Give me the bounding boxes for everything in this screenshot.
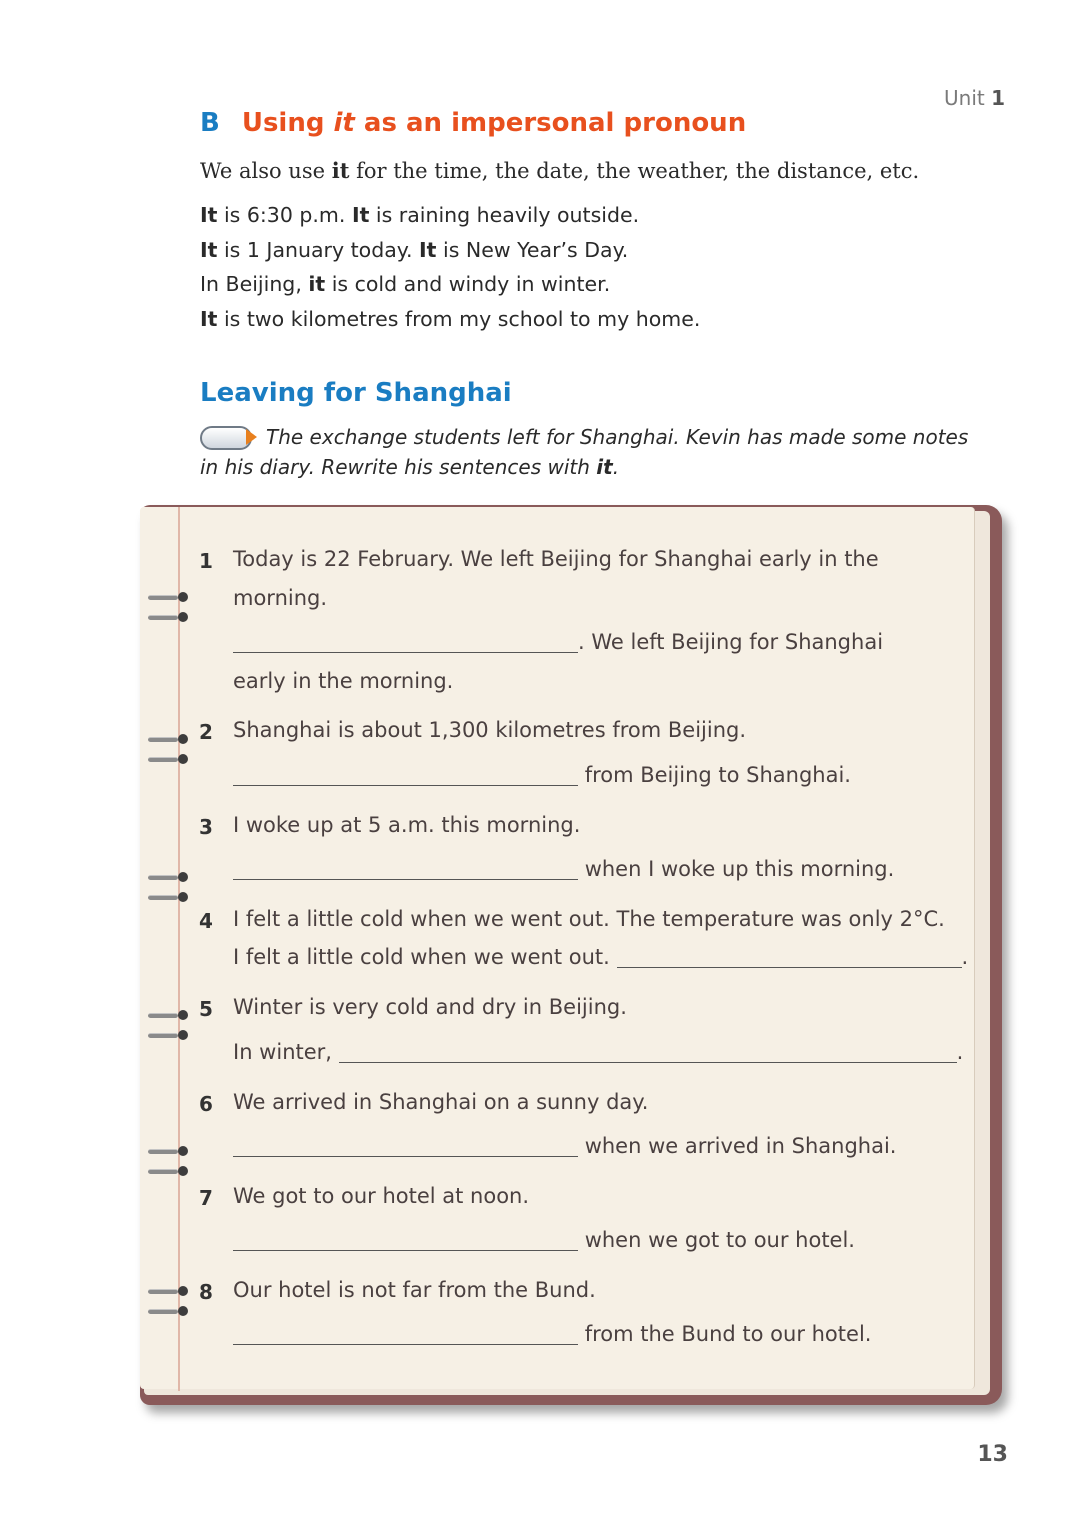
answer-line: [233, 857, 894, 881]
example-text: is New Year’s Day.: [436, 237, 629, 262]
answer-line: [233, 1228, 855, 1252]
item-sentence: when we arrived in Shanghai.: [584, 1134, 897, 1158]
item-number: 2: [199, 720, 213, 744]
example-bold: It: [200, 306, 218, 331]
spiral-ring-icon: [148, 871, 190, 883]
unit-label: [944, 86, 1005, 110]
intro-post: for the time, the date, the weather, the distance, etc.: [349, 159, 920, 183]
item-sentence: Today is 22 February. We left Beijing for Shanghai early in the: [233, 547, 879, 571]
item-sentence: .: [956, 1040, 964, 1064]
spiral-ring-icon: [148, 1305, 190, 1317]
answer-line: [233, 1040, 963, 1064]
item-sentence: Shanghai is about 1,300 kilometres from Beijing.: [233, 718, 747, 742]
item-sentence: Winter is very cold and dry in Beijing.: [233, 995, 627, 1019]
section-title-it: it: [333, 108, 355, 138]
spiral-ring-icon: [148, 733, 190, 745]
item-number: 1: [199, 549, 213, 573]
item-sentence: . We left Beijing for Shanghai: [578, 630, 884, 654]
item-sentence: early in the morning.: [233, 669, 454, 693]
section-b-heading: [200, 108, 746, 138]
item-sentence: We got to our hotel at noon.: [233, 1184, 530, 1208]
answer-line: [233, 1322, 871, 1346]
answer-blank[interactable]: [617, 945, 962, 968]
example-bold: it: [308, 272, 326, 296]
example-text: is two kilometres from my school to my home.: [217, 306, 701, 331]
example-bold: It: [200, 237, 218, 262]
answer-blank[interactable]: [233, 630, 578, 653]
unit-number: 1: [991, 86, 1005, 110]
answer-blank[interactable]: [233, 763, 578, 786]
answer-blank[interactable]: [233, 1228, 578, 1251]
answer-blank[interactable]: [233, 1134, 578, 1157]
page-number: 13: [977, 1442, 1008, 1467]
item-sentence: .: [961, 945, 969, 969]
spiral-ring-icon: [148, 1029, 190, 1041]
item-sentence: when I woke up this morning.: [584, 857, 895, 881]
intro-bold: it: [331, 158, 350, 183]
example-4: [200, 302, 700, 337]
item-sentence: I felt a little cold when we went out. The temperature was only 2°C.: [233, 907, 945, 931]
spiral-ring-icon: [148, 611, 190, 623]
answer-blank[interactable]: [233, 857, 578, 880]
example-text: is 1 January today.: [217, 237, 420, 262]
item-number: 8: [199, 1280, 213, 1304]
intro-pre: We also use: [200, 159, 332, 183]
section-title-post: as an impersonal pronoun: [354, 108, 747, 138]
item-sentence: Our hotel is not far from the Bund.: [233, 1278, 596, 1302]
margin-line: [178, 507, 180, 1391]
example-text: is cold and windy in winter.: [325, 272, 611, 296]
item-sentence: when we got to our hotel.: [584, 1228, 855, 1252]
example-1: [200, 198, 700, 233]
item-sentence: In winter,: [233, 1040, 332, 1064]
example-bold: It: [200, 203, 218, 227]
example-bold: It: [419, 237, 437, 262]
answer-line: [233, 763, 851, 787]
item-number: 5: [199, 997, 213, 1021]
instruction-bold: it: [596, 455, 613, 479]
answer-line: [233, 1134, 896, 1158]
spiral-ring-icon: [148, 1145, 190, 1157]
spiral-ring-icon: [148, 1009, 190, 1021]
instruction-pre: The exchange students left for Shanghai. Kevin has made some notes in his diary. Rewrite his sentences with: [200, 425, 969, 479]
item-sentence: morning.: [233, 586, 328, 610]
item-number: 7: [199, 1186, 213, 1210]
item-sentence: from the Bund to our hotel.: [584, 1322, 872, 1346]
activity-instruction: [200, 422, 970, 482]
example-3: [200, 267, 700, 302]
spiral-ring-icon: [148, 1285, 190, 1297]
answer-line: [233, 630, 883, 654]
example-bold: It: [351, 203, 370, 227]
example-text: In Beijing,: [200, 272, 309, 296]
example-text: is 6:30 p.m.: [217, 203, 352, 227]
item-number: 6: [199, 1092, 213, 1116]
answer-blank[interactable]: [233, 1322, 578, 1345]
section-intro: [200, 158, 919, 183]
example-2: [200, 233, 700, 268]
unit-label-text: Unit: [944, 86, 985, 110]
item-sentence: We arrived in Shanghai on a sunny day.: [233, 1090, 649, 1114]
example-sentences: [200, 198, 700, 336]
spiral-ring-icon: [148, 1165, 190, 1177]
section-letter: B: [200, 108, 220, 138]
item-number: 4: [199, 909, 213, 933]
item-sentence: I felt a little cold when we went out.: [233, 945, 610, 969]
spiral-ring-icon: [148, 891, 190, 903]
item-number: 3: [199, 815, 213, 839]
answer-blank[interactable]: [339, 1040, 957, 1063]
example-text: is raining heavily outside.: [369, 203, 640, 227]
spiral-ring-icon: [148, 753, 190, 765]
answer-line: [233, 945, 968, 969]
section-title-pre: Using: [241, 108, 334, 138]
activity-pill-icon: [200, 426, 258, 448]
activity-title: Leaving for Shanghai: [200, 378, 512, 408]
instruction-post: .: [612, 455, 620, 479]
item-sentence: I woke up at 5 a.m. this morning.: [233, 813, 581, 837]
spiral-ring-icon: [148, 591, 190, 603]
item-sentence: from Beijing to Shanghai.: [584, 763, 851, 787]
